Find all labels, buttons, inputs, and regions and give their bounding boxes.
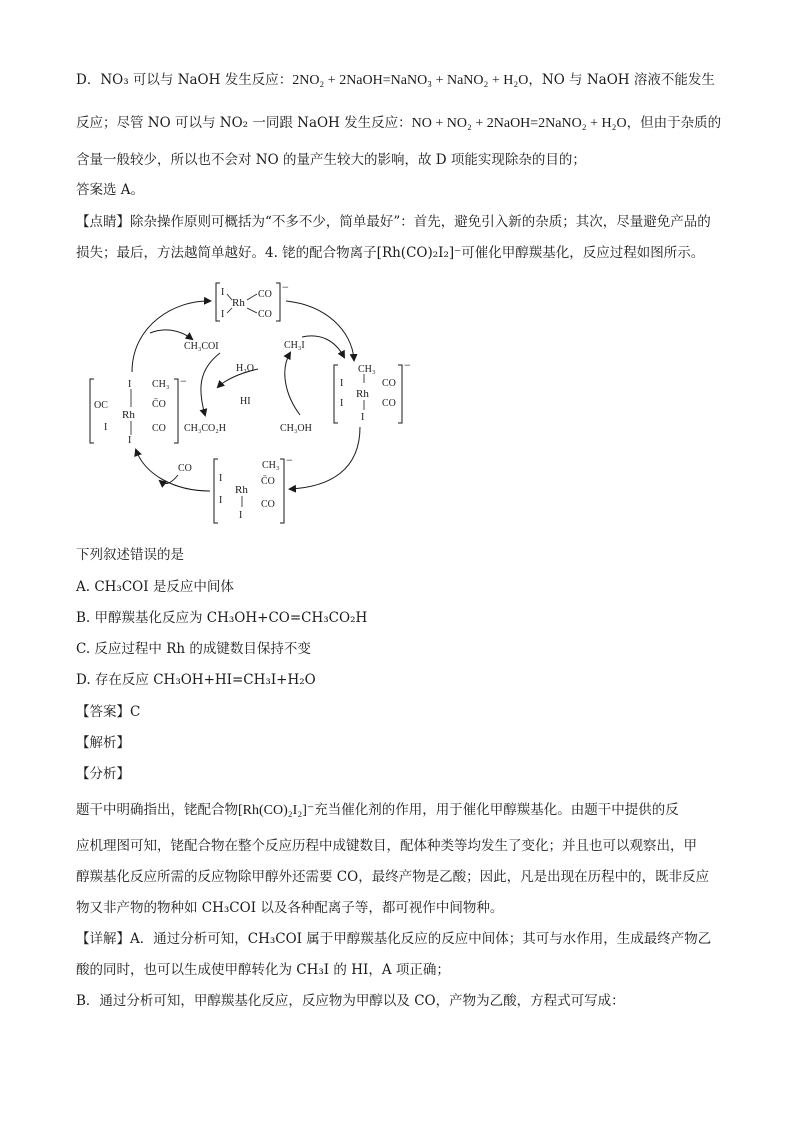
option-b: B. 甲醇羰基化反应为 CH₃OH+CO=CH₃CO₂H [76, 610, 368, 626]
fenxi-text: 充当催化剂的作用，用于催化甲醇羰基化。由题干中提供的反 [314, 802, 679, 818]
ligand-co: C̄O [152, 399, 166, 410]
equation: NO + NO₂ + 2NaOH=2NaNO₂ + H₂O [411, 116, 627, 131]
answer-line [76, 702, 140, 722]
fenxi-text: 题干中明确指出，铑配合物 [76, 802, 238, 818]
para-d-line-2 [76, 113, 721, 134]
ligand-co: CO [382, 398, 396, 409]
rh-atom: Rh [356, 388, 369, 400]
arrow-to-ch3co2h [201, 353, 220, 415]
ligand-i: I [128, 435, 132, 446]
ligand-i: I [104, 422, 108, 433]
top-complex [216, 280, 289, 321]
ligand-co: C̄O [261, 476, 275, 487]
arrow-top-to-right [286, 301, 354, 360]
ligand-i: I [219, 495, 223, 506]
species-ch3oh: CH₃OH [280, 423, 312, 434]
fenxi-line-3: 醇羰基化反应所需的反应物除甲醇外还需要 CO，最终产物是乙酸；因此，凡是出现在历程中的，既非反应 [76, 869, 710, 885]
charge: − [404, 358, 411, 372]
detail-line-1: 【详解】A．通过分析可知，CH₃COI 属于甲醇羰基化反应的反应中间体；其可与水作用，生成最终产物乙 [76, 931, 712, 947]
fenxi-line-4: 物又非产物的物种如 CH₃COI 以及各种配离子等，都可视作中间物种。 [76, 900, 504, 916]
answer-choice-line: 答案选 A。 [76, 182, 145, 198]
equation: 2NO₂ + 2NaOH=NaNO₃ + NaNO₂ + H₂O [292, 73, 529, 88]
species-co: CO [178, 463, 192, 474]
para-d-text: ，但由于杂质的 [626, 115, 722, 131]
ligand-co: CO [258, 289, 272, 300]
para-d-text: D．NO₃ 可以与 NaOH 发生反应： [76, 72, 293, 88]
charge: − [282, 280, 289, 294]
para-d-line-3: 含量一般较少，所以也不会对 NO 的量产生较大的影响，故 D 项能实现除杂的目的； [76, 152, 586, 168]
ligand-co: CO [261, 499, 275, 510]
left-complex [90, 374, 187, 446]
bottom-complex [214, 453, 293, 523]
detail-line-3: B．通过分析可知，甲醇羰基化反应，反应物为甲醇以及 CO，产物为乙酸，方程式可写成： [76, 993, 625, 1009]
charge: − [180, 374, 187, 388]
arrow-left-to-top [132, 301, 210, 372]
para-d-line-1 [76, 70, 715, 91]
rh-atom: Rh [235, 484, 248, 496]
answer-value: C [130, 704, 141, 720]
para-d-text: 反应；尽管 NO 可以与 NO₂ 一同跟 NaOH 发生反应： [76, 115, 412, 131]
ligand-co: CO [152, 423, 166, 434]
ligand-i: I [361, 412, 365, 423]
ligand-i: I [340, 378, 344, 389]
option-c: C. 反应过程中 Rh 的成键数目保持不变 [76, 641, 311, 657]
ligand-ch3: CH₃ [152, 379, 170, 390]
fenxi-line-2: 应机理图可知，铑配合物在整个反应历程中成键数目，配体种类等均发生了变化；并且也可以观察出，甲 [76, 838, 697, 854]
ligand-ch3: CH₃ [262, 460, 280, 471]
arrow-to-ch3coi [150, 330, 192, 339]
arrow-right-to-bottom [290, 427, 360, 489]
ligand-i: I [221, 287, 225, 298]
ligand-oc: OC [94, 400, 108, 411]
arrow-ch3i-in [302, 336, 344, 357]
option-a: A. CH₃COI 是反应中间体 [76, 579, 234, 595]
question-stem: 下列叙述错误的是 [76, 547, 184, 563]
ligand-ch3: CH₃ [358, 364, 376, 375]
ligand-i: I [221, 309, 225, 320]
fenxi-line-1 [76, 800, 679, 821]
species-hi: HI [240, 396, 251, 407]
arrow-bottom-to-left [136, 450, 210, 491]
ligand-i: I [128, 379, 132, 390]
ligand-i: I [219, 473, 223, 484]
tip-line-2: 损失；最后，方法越简单越好。4. 铑的配合物离子[Rh(CO)₂I₂]⁻可催化甲醇羰基化，反应过程如图所示。 [76, 245, 705, 261]
arrow-to-ch3i [285, 353, 300, 415]
reaction-cycle-diagram [80, 275, 420, 530]
rh-atom: Rh [122, 409, 135, 421]
rh-atom: Rh [232, 297, 245, 309]
fenxi-label: 【分析】 [76, 766, 130, 782]
answer-label: 【答案】 [76, 704, 130, 720]
ligand-co: CO [258, 309, 272, 320]
ligand-i: I [340, 398, 344, 409]
species-ch3coi: CH₃COI [184, 341, 219, 352]
formula: [Rh(CO)₂I₂]⁻ [238, 803, 315, 818]
species-h2o: H₂O [236, 363, 254, 374]
ligand-co: CO [382, 378, 396, 389]
right-complex [334, 358, 411, 423]
species-ch3i: CH₃I [284, 340, 305, 351]
para-d-text: ，NO 与 NaOH 溶液不能发生 [528, 72, 715, 88]
analysis-label: 【解析】 [76, 735, 130, 751]
tip-line-1: 【点睛】除杂操作原则可概括为“不多不少，简单最好”：首先，避免引入新的杂质；其次，尽量避免产品的 [76, 214, 711, 230]
ligand-i: I [239, 510, 243, 521]
charge: − [286, 453, 293, 467]
detail-line-2: 酸的同时，也可以生成使甲醇转化为 CH₃I 的 HI，A 项正确； [76, 962, 450, 978]
species-ch3co2h: CH₃CO₂H [184, 423, 226, 434]
option-d: D. 存在反应 CH₃OH+HI=CH₃I+H₂O [76, 672, 316, 688]
